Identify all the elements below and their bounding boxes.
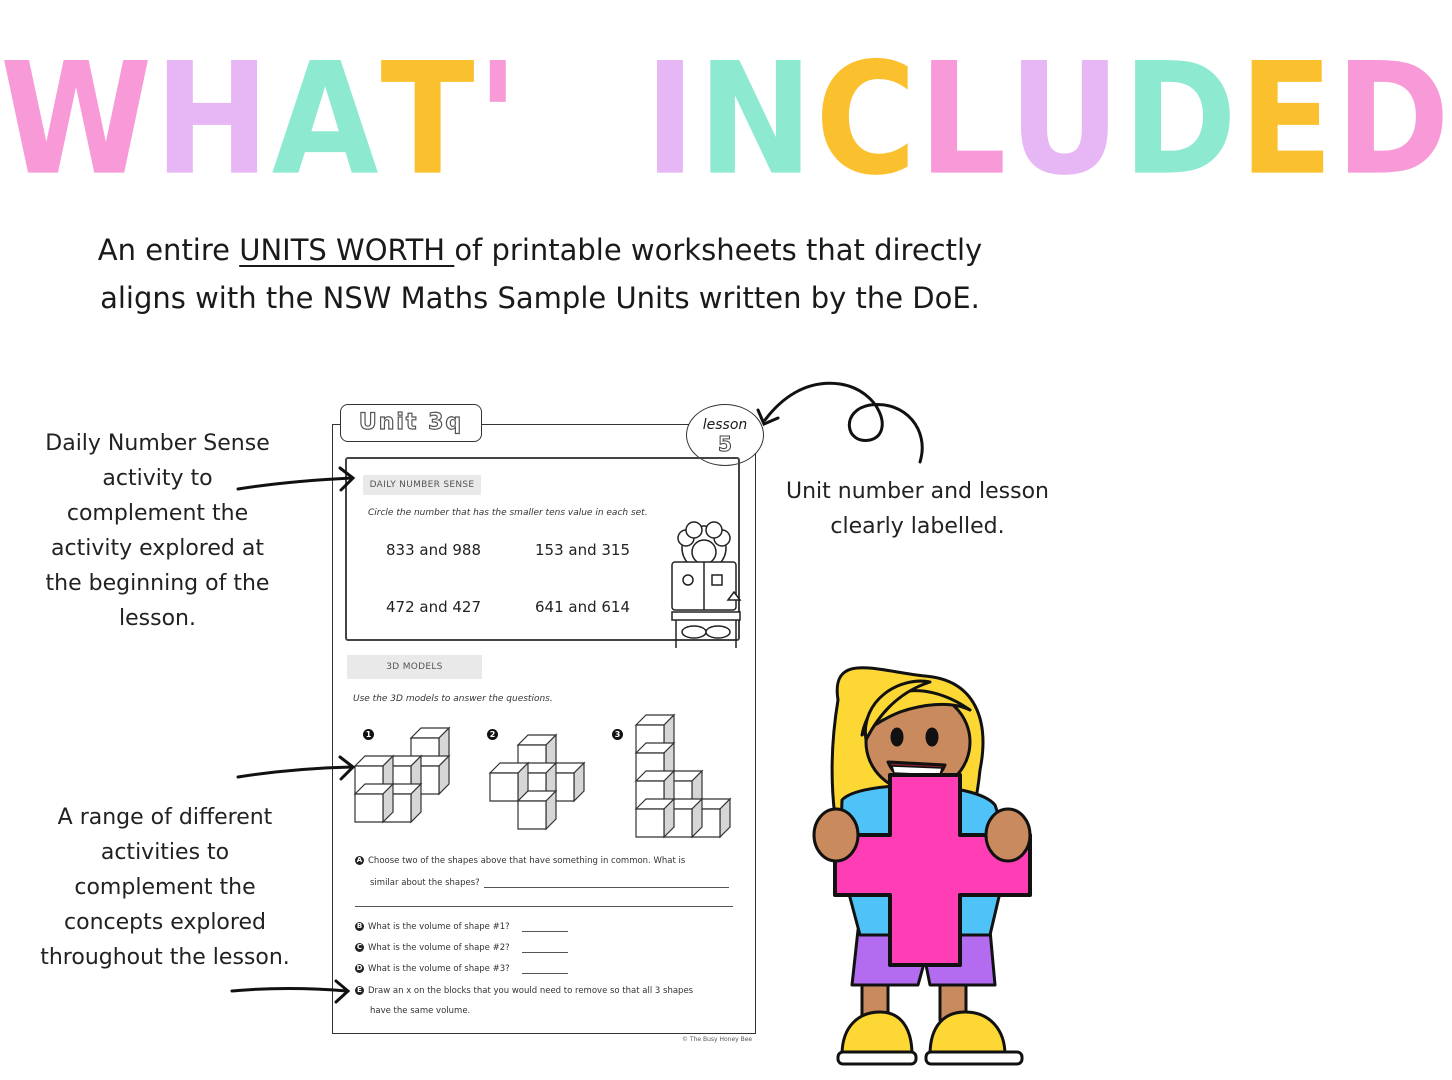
- curly-arrow-to-lesson: [758, 383, 922, 462]
- cube-models: [355, 715, 730, 837]
- arrow-to-dns: [238, 468, 353, 490]
- question-letter: D: [356, 964, 363, 972]
- unit-label: Unit 3q: [340, 404, 482, 442]
- question-text: Draw an x on the blocks that you would need to remove so that all 3 shapes: [368, 986, 694, 996]
- arrow-to-models: [238, 757, 353, 779]
- number-pair: 641 and 614: [535, 598, 631, 616]
- callout-daily-number-sense: Daily Number Sense activity to complement the activity explored at the beginning of the lesson.: [45, 431, 270, 631]
- cube: [490, 763, 528, 801]
- cube: [355, 784, 393, 822]
- daily-number-sense-label: DAILY NUMBER SENSE: [363, 475, 481, 495]
- subtitle-part-2: of printable worksheets that directly aligns with the NSW Maths Sample Units written by the DoE.: [100, 233, 983, 315]
- title-letter: T: [380, 29, 477, 210]
- copyright: © The Busy Honey Bee: [682, 1036, 753, 1043]
- subtitle-part-1: An entire: [97, 233, 240, 267]
- title-letter: W: [0, 29, 155, 210]
- question-text: similar about the shapes?: [370, 878, 480, 888]
- title-letter: S: [520, 29, 623, 210]
- 3d-models-label: 3D MODELS: [347, 655, 482, 679]
- question-text: have the same volume.: [370, 1006, 471, 1016]
- question-text: Choose two of the shapes above that have something in common. What is: [368, 856, 686, 866]
- callout-range-activities: A range of different activities to complement the concepts explored throughout the lesson.: [40, 805, 290, 970]
- title-letter: D: [1335, 29, 1452, 210]
- title-letter: H: [154, 29, 272, 210]
- title-letter: C: [815, 29, 919, 210]
- title-letter: N: [697, 29, 816, 210]
- title-letter: U: [1008, 29, 1123, 210]
- reading-child-clipart: [672, 522, 740, 648]
- number-pair: 153 and 315: [535, 541, 631, 559]
- question-text: What is the volume of shape #1?: [368, 922, 510, 932]
- number-pair: 472 and 427: [386, 598, 482, 616]
- cube: [518, 791, 556, 829]
- model-number-3: 3: [612, 729, 623, 740]
- title-letter: I: [644, 29, 698, 210]
- number-pair: 833 and 988: [386, 541, 482, 559]
- question-letter: C: [356, 943, 363, 951]
- question-letter: A: [356, 856, 363, 864]
- title-letter: ': [476, 29, 521, 210]
- models-instruction: Use the 3D models to answer the questions.: [353, 694, 553, 704]
- title-letter: E: [1239, 29, 1336, 210]
- lesson-word: lesson: [702, 417, 748, 433]
- question-letter: E: [355, 986, 364, 995]
- girl-with-plus-clipart: [814, 668, 1030, 1064]
- question-letter: B: [356, 922, 363, 930]
- title-letter: L: [918, 29, 1009, 210]
- subtitle-underlined: UNITS WORTH: [239, 233, 455, 267]
- cube: [636, 799, 674, 837]
- question-text: What is the volume of shape #2?: [368, 943, 510, 953]
- title-letter: D: [1122, 29, 1240, 210]
- dns-instruction: Circle the number that has the smaller tens value in each set.: [368, 508, 648, 518]
- model-number-2: 2: [487, 729, 498, 740]
- question-text: What is the volume of shape #3?: [368, 964, 510, 974]
- model-number-1: 1: [363, 729, 374, 740]
- arrow-to-lesson-e: [232, 981, 348, 1002]
- title-letter: A: [271, 29, 381, 210]
- lesson-number: 5: [718, 432, 732, 456]
- callout-unit-lesson: Unit number and lesson clearly labelled.: [786, 479, 1049, 539]
